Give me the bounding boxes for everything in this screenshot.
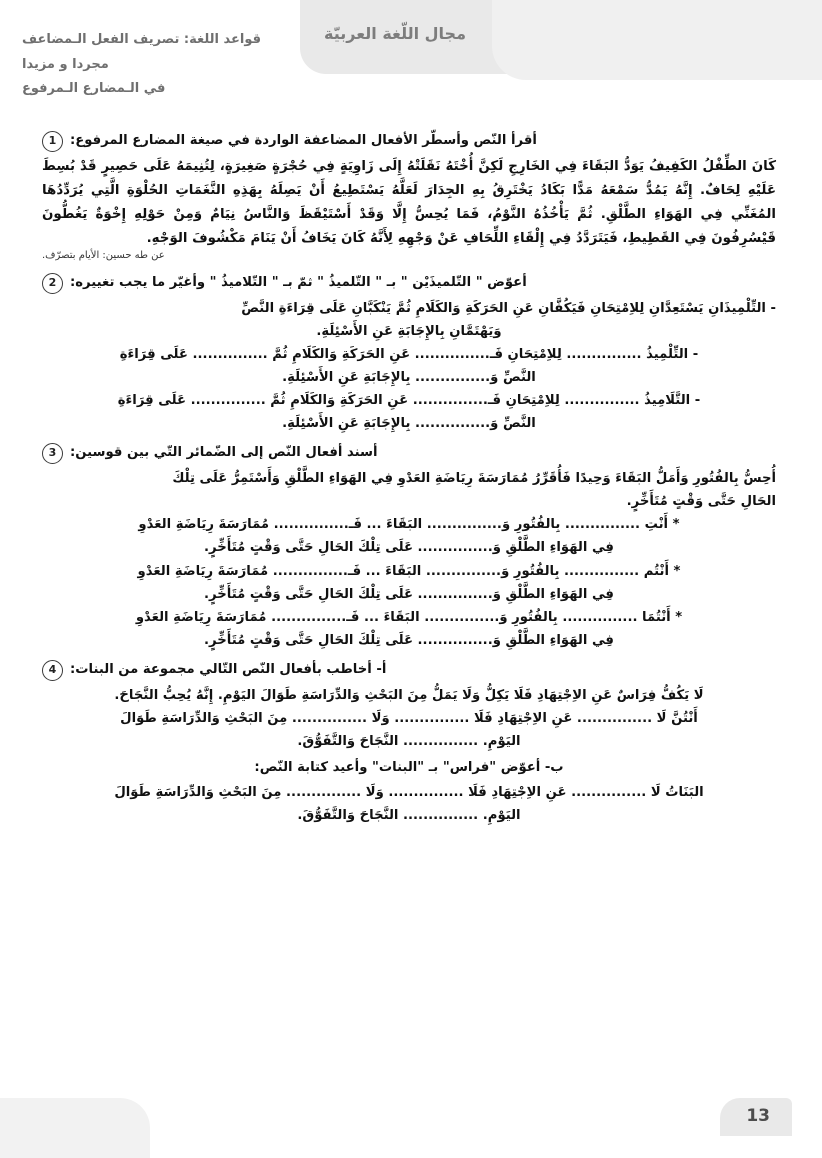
exercise-4-header [42, 659, 776, 681]
exercise-4-blank-line[interactable]: اليَوْمِ. ............... النَّجَاحَ وَالتَّفَوُّقَ. [297, 734, 521, 750]
lesson-title-line-1: قواعد اللغة: تصريف الفعل الـمضاعف مجردا و مزيدا [22, 32, 262, 72]
exercise-3-blank-line[interactable]: * أَنْتُمَا ............... بِالفُتُورِ وَ............... البَقَاءَ ... فَـ............... مُمَارَسَةَ رِيَاضَةِ العَدْوِ [135, 609, 683, 625]
exercise-3-model-line: الحَالِ حَتَّى وَقْتٍ مُتَأَخِّرٍ. [626, 494, 776, 510]
exercise-1 [42, 130, 776, 265]
exercise-4-prompt: أ- أخاطب بأفعال النّص التّالي مجموعة من البنات: [70, 661, 387, 677]
subject-title: مجال اللّغة العربيّة [324, 24, 466, 43]
exercise-1-number: 1 [42, 131, 63, 152]
exercise-2-prompt: أعوّض " التّلميذَيْن " بـ " التّلميذُ " ثمّ بـ " التّلاميذُ " وأغيّر ما يجب تغييره: [70, 274, 527, 290]
exercise-3 [42, 442, 776, 652]
exercise-2-blank-line[interactable]: النَّصِّ وَ............... بِالإِجَابَةِ عَنِ الأَسْئِلَةِ. [282, 369, 536, 385]
worksheet-content [42, 130, 776, 834]
exercise-3-prompt: أسند أفعال النّص إلى الضّمائر التّي بين قوسين: [70, 445, 378, 461]
exercise-3-model-line: أُحِسُّ بِالفُتُورِ وَأَمَلُّ البَقَاءَ وَحِيدًا فَأُقَرِّرُ مُمَارَسَةَ رِيَاضَةِ العَدْوِ فِي الهَوَاءِ الطَّلْقِ وَأَسْتَمِرُّ عَلَى تِلْكَ [172, 471, 776, 487]
page-header [0, 0, 822, 97]
exercise-4-number: 4 [42, 660, 63, 681]
exercise-2-blank-line[interactable]: - التِّلْمِيذُ ............... لِلاِمْتِحَانِ فَـ............... عَنِ الحَرَكَةِ وَالكَلَامِ ثُمَّ ............... عَلَى قِرَاءَةِ [119, 346, 699, 362]
exercise-3-number: 3 [42, 443, 63, 464]
exercise-4-model-line: لَا يَكُفُّ فِرَاسٌ عَنِ الاِجْتِهَادِ فَلَا يَكِلُّ وَلَا يَمَلُّ مِنَ البَحْثِ وَالدِّرَاسَةِ طَوَالَ اليَوْمِ. إِنَّهُ يُحِبُّ النَّجَاحَ. [114, 687, 704, 703]
footer-corner-decoration [0, 1098, 150, 1158]
exercise-4-sub-blank-line[interactable]: البَنَاتُ لَا ............... عَنِ الاِجْتِهَادِ فَلَا ............... وَلَا ............... مِنَ البَحْثِ وَالدِّرَاسَةِ طَوَالَ [114, 784, 704, 800]
exercise-1-source: عن طه حسين: الأيام بتصرّف. [42, 250, 165, 262]
exercise-3-blank-line[interactable]: فِي الهَوَاءِ الطَّلْقِ وَ............... عَلَى تِلْكَ الحَالِ حَتَّى وَقْتٍ مُتَأَخِّرٍ. [204, 632, 614, 648]
exercise-4-sub-prompt: ب- أعوّض "فراس" بـ "البنات" وأعيد كتابة النّص: [254, 760, 564, 776]
exercise-3-blank-line[interactable]: فِي الهَوَاءِ الطَّلْقِ وَ............... عَلَى تِلْكَ الحَالِ حَتَّى وَقْتٍ مُتَأَخِّرٍ. [204, 586, 614, 602]
exercise-2-blank-line[interactable]: النَّصِّ وَ............... بِالإِجَابَةِ عَنِ الأَسْئِلَةِ. [282, 416, 536, 432]
exercise-3-blank-line[interactable]: * أَنْتِ ............... بِالفُتُورِ وَ............... البَقَاءَ ... فَـ............... مُمَارَسَةَ رِيَاضَةِ العَدْوِ [138, 517, 680, 533]
lesson-title-line-2: في الـمضارع الـمرفوع [22, 81, 166, 97]
exercise-2-header [42, 272, 776, 294]
exercise-2 [42, 272, 776, 436]
exercise-1-prompt: أقرأ النّص وأسطّر الأفعال المضاعفة الواردة في صيغة المضارع المرفوع: [70, 133, 537, 148]
lesson-title [22, 28, 302, 102]
exercise-2-model-line: وَيَهْتَمَّانِ بِالإِجَابَةِ عَنِ الأَسْئِلَةِ. [316, 323, 502, 339]
exercise-2-blank-line[interactable]: - التَّلَامِيذُ ............... لِلاِمْتِحَانِ فَـ............... عَنِ الحَرَكَةِ وَالكَلَامِ ثُمَّ ............... عَلَى قِرَاءَةِ [117, 393, 701, 408]
exercise-1-paragraph: كَانَ الطِّفْلُ الكَفِيفُ يَوَدُّ البَقَاءَ فِي الخَارِجِ لَكِنَّ أُخْتَهُ نَقَلَتْهُ إِلَى زَاوِيَةٍ فِي حُجْرَةٍ صَغِيرَةٍ، لِتُنِيمَهُ عَلَى حَصِيرٍ قَدْ بُسِطَ عَلَيْهِ لِحَافٌ. إِنَّهُ يَمُدُّ سَمْعَهُ مَدًّا بَكَادُ يَخْتَرِقُ بِهِ الجِدَارَ لَعَلَّهُ يَسْتَطِيعُ أَنْ يَصِلَهُ بِهَذِهِ النَّغَمَاتِ الحُلْوَةِ الَّتِي يُرَدِّدُهَا المُغَنِّي فِي الهَوَاءِ الطَّلْقِ. ثُمَّ يَأْخُذُهُ النَّوْمُ، فَمَا يُحِسُّ إِلَّا وَقَدْ أَسْتَيْقَظَ وَالنَّاسُ نِيَامٌ وَمِنْ حَوْلِهِ إِخْوَةٌ يَغُطُّونَ قَيْسُرِفُونَ فِي القَطِيطِ، فَيَتَرَدَّدُ فِي إِلْقَاءِ اللِّحَافِ عَنْ وَجْهِهِ لِأَنَّهُ كَانَ يَخَافُ أَنْ يَنَامَ مَكْشُوفَ الوَجْهِ. [42, 159, 776, 246]
exercise-1-header [42, 130, 776, 152]
header-band-right [492, 0, 822, 80]
exercise-4-sub-blank-line[interactable]: اليَوْمِ. ............... النَّجَاحَ وَالتَّفَوُّقَ. [297, 807, 521, 823]
exercise-4-blank-line[interactable]: أَنْتُنَّ لَا ............... عَنِ الاِجْتِهَادِ فَلَا ............... وَلَا ............... مِنَ البَحْثِ وَالدِّرَاسَةِ طَوَالَ [120, 711, 698, 727]
exercise-2-number: 2 [42, 273, 63, 294]
exercise-3-blank-line[interactable]: * أَنْتُم ............... بِالفُتُورِ وَ............... البَقَاءَ ... فَـ............... مُمَارَسَةَ رِيَاضَةِ العَدْوِ [137, 563, 681, 579]
exercise-2-model-line: - التِّلْمِيذَانِ يَسْتَعِدَّانِ لِلاِمْتِحَانِ فَيَكُفَّانِ عَنِ الحَرَكَةِ وَالكَلَامِ ثُمَّ يَنْكَبَّانِ عَلَى قِرَاءَةِ النَّصِّ [241, 300, 776, 316]
exercise-3-blank-line[interactable]: فِي الهَوَاءِ الطَّلْقِ وَ............... عَلَى تِلْكَ الحَالِ حَتَّى وَقْتٍ مُتَأَخِّرٍ. [204, 540, 614, 556]
exercise-3-header [42, 442, 776, 464]
exercise-4 [42, 659, 776, 827]
page-number: 13 [746, 1106, 770, 1126]
